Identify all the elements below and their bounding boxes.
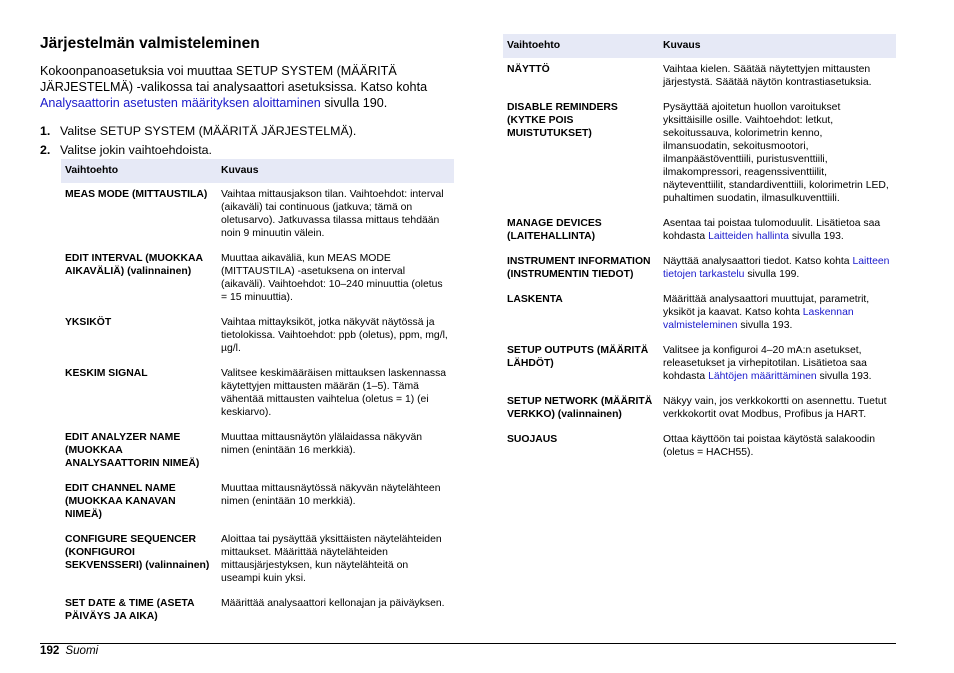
header-description: Kuvaus [217, 159, 454, 183]
option-description [217, 477, 454, 528]
description-text: Näyttää analysaattori tiedot. Katso kohta [663, 256, 853, 267]
option-name: INSTRUMENT INFORMATION (INSTRUMENTIN TIEDOT) [507, 256, 651, 280]
option-description [659, 339, 896, 390]
option-name: YKSIKÖT [65, 317, 112, 328]
description-text: Valitsee ja konfiguroi 4–20 mA:n asetukset, releasetukset ja virhepitotilan. Lisätietoa saa kohdasta [663, 345, 867, 382]
option-description [659, 58, 896, 96]
option-name: EDIT ANALYZER NAME (MUOKKAA ANALYSAATTORIN NIMEÄ) [65, 432, 200, 469]
table-row [61, 528, 454, 592]
option-name: LASKENTA [507, 294, 563, 305]
option-name: EDIT INTERVAL (MUOKKAA AIKAVÄLIÄ) (valinnainen) [65, 253, 203, 277]
step-number: 1. [40, 124, 51, 138]
step-text: Valitse jokin vaihtoehdoista. [60, 143, 212, 157]
table-body [61, 183, 454, 630]
header-option: Vaihtoehto [503, 34, 659, 58]
table-row [61, 592, 454, 630]
header-option: Vaihtoehto [61, 159, 217, 183]
table-row [503, 250, 896, 288]
page-footer [40, 644, 98, 658]
table-row [503, 288, 896, 339]
steps-list [40, 124, 455, 158]
step-text: Valitse SETUP SYSTEM (MÄÄRITÄ JÄRJESTELMÄ). [60, 124, 357, 138]
option-name: CONFIGURE SEQUENCER (KONFIGUROI SEKVENSSERI) (valinnainen) [65, 534, 210, 571]
left-options-table [61, 159, 454, 630]
description-text: Määrittää analysaattori kellonajan ja päiväyksen. [221, 598, 445, 609]
description-text-after: sivulla 193. [737, 320, 793, 331]
step-item [40, 143, 455, 158]
option-name: NÄYTTÖ [507, 64, 550, 75]
table-header-row [61, 159, 454, 183]
option-name: KESKIM SIGNAL [65, 368, 148, 379]
description-text-after: sivulla 193. [788, 231, 844, 242]
option-description [659, 288, 896, 339]
table-row [503, 339, 896, 390]
description-text: Valitsee keskimääräisen mittauksen laskennassa käytettyjen mittausten määrän (1–5). Tämä vähentää mittausten vaihtelua (oletus = 1) (ei keskiarvo). [221, 368, 447, 418]
step-item [40, 124, 455, 139]
option-name: SET DATE & TIME (ASETA PÄIVÄYS JA AIKA) [65, 598, 195, 622]
option-description [659, 390, 896, 428]
footer-language: Suomi [65, 644, 99, 657]
table-row [61, 362, 454, 426]
table-row [61, 183, 454, 247]
option-description [659, 428, 896, 466]
cross-reference-link[interactable]: Laitteen tietojen tarkastelu [663, 256, 890, 280]
description-text: Aloittaa tai pysäyttää yksittäisten näytelähteiden mittaukset. Määrittää näytelähteiden mittausjärjestyksen, kun näytelähteitä on useampi kuin yksi. [221, 534, 442, 584]
description-text: Pysäyttää ajoitetun huollon varoitukset yksittäisille osille. Vaihtoehdot: letkut, sekoitussauva, kolorimetrin kenno, ilmansuodatin, sekoitusmootori, ilmanpäästöventtiili, puristusventtiili, ilmakompressori, reagenssiventtiilit, näyteventtiilit, standardiventtiili, kolorimetrin LED, puhaltimen suodatin, ilmasulkuventtiili. [663, 102, 889, 204]
description-text: Vaihtaa kielen. Säätää näytettyjen mittausten järjestystä. Säätää näytön kontrastiasetuksia. [663, 64, 872, 88]
description-text: Muuttaa mittausnäytössä näkyvän näytelähteen nimen (enintään 10 merkkiä). [221, 483, 441, 507]
description-text: Näkyy vain, jos verkkokortti on asennettu. Tuetut verkkokortit ovat Modbus, Profibus ja HART. [663, 396, 887, 420]
option-name: MEAS MODE (MITTAUSTILA) [65, 189, 208, 200]
table-body [503, 58, 896, 466]
options-table [503, 34, 896, 466]
description-text: Vaihtaa mittayksiköt, jotka näkyvät näytössä ja tietolokissa. Vaihtoehdot: ppb (oletus), ppm, mg/l, µg/l. [221, 317, 448, 354]
table-row [503, 96, 896, 212]
left-column [40, 34, 455, 162]
footer-divider [40, 643, 896, 644]
option-name: MANAGE DEVICES (LAITEHALLINTA) [507, 218, 602, 242]
option-description [659, 96, 896, 212]
description-text: Asentaa tai poistaa tulomoduulit. Lisätietoa saa kohdasta [663, 218, 881, 242]
option-name: SETUP OUTPUTS (MÄÄRITÄ LÄHDÖT) [507, 345, 649, 369]
table-row [503, 428, 896, 466]
intro-link[interactable]: Analysaattorin asetusten määrityksen aloittaminen [40, 96, 321, 110]
table-row [61, 426, 454, 477]
cross-reference-link[interactable]: Laitteiden hallinta [708, 231, 789, 242]
table-row [61, 247, 454, 311]
page-heading: Järjestelmän valmisteleminen [40, 35, 260, 52]
options-table [61, 159, 454, 630]
option-description [659, 212, 896, 250]
description-text: Ottaa käyttöön tai poistaa käytöstä salakoodin (oletus = HACH55). [663, 434, 875, 458]
cross-reference-link[interactable]: Lähtöjen määrittäminen [708, 371, 817, 382]
description-text-after: sivulla 193. [816, 371, 872, 382]
intro-text-after: sivulla 190. [320, 96, 388, 110]
option-name: DISABLE REMINDERS (KYTKE POIS MUISTUTUKSET) [507, 102, 618, 139]
description-text-after: sivulla 199. [744, 269, 800, 280]
option-name: SETUP NETWORK (MÄÄRITÄ VERKKO) (valinnainen) [507, 396, 653, 420]
option-name: EDIT CHANNEL NAME (MUOKKAA KANAVAN NIMEÄ) [65, 483, 176, 520]
description-text: Muuttaa aikaväliä, kun MEAS MODE (MITTAUSTILA) -asetuksena on interval (aikaväli). Vaihtoehdot: 10–240 minuuttia (oletus = 15 minuuttia). [221, 253, 443, 303]
step-number: 2. [40, 143, 51, 157]
table-row [61, 477, 454, 528]
option-name: SUOJAUS [507, 434, 558, 445]
intro-paragraph [40, 63, 455, 111]
right-options-table [503, 34, 896, 466]
table-row [503, 58, 896, 96]
table-row [503, 212, 896, 250]
option-description [217, 311, 454, 362]
option-description [217, 592, 454, 630]
cross-reference-link[interactable]: Laskennan valmisteleminen [663, 307, 854, 331]
description-text: Muuttaa mittausnäytön ylälaidassa näkyvän nimen (enintään 16 merkkiä). [221, 432, 422, 456]
option-description [217, 528, 454, 592]
option-description [217, 183, 454, 247]
option-description [217, 247, 454, 311]
option-description [217, 362, 454, 426]
description-text: Vaihtaa mittausjakson tilan. Vaihtoehdot: interval (aikaväli) tai continuous (jatkuva; tämä on oletusarvo). Jatkuvassa tilassa mittaus tehdään noin 9 minuutin välein. [221, 189, 444, 239]
table-header-row [503, 34, 896, 58]
intro-text: Kokoonpanoasetuksia voi muuttaa SETUP SYSTEM (MÄÄRITÄ JÄRJESTELMÄ) -valikossa tai analysaattori asetuksissa. Katso kohta [40, 64, 428, 94]
header-description: Kuvaus [659, 34, 896, 58]
table-row [61, 311, 454, 362]
option-description [217, 426, 454, 477]
table-row [503, 390, 896, 428]
page-number: 192 [40, 644, 60, 657]
option-description [659, 250, 896, 288]
description-text: Määrittää analysaattori muuttujat, parametrit, yksiköt ja kaavat. Katso kohta [663, 294, 870, 318]
